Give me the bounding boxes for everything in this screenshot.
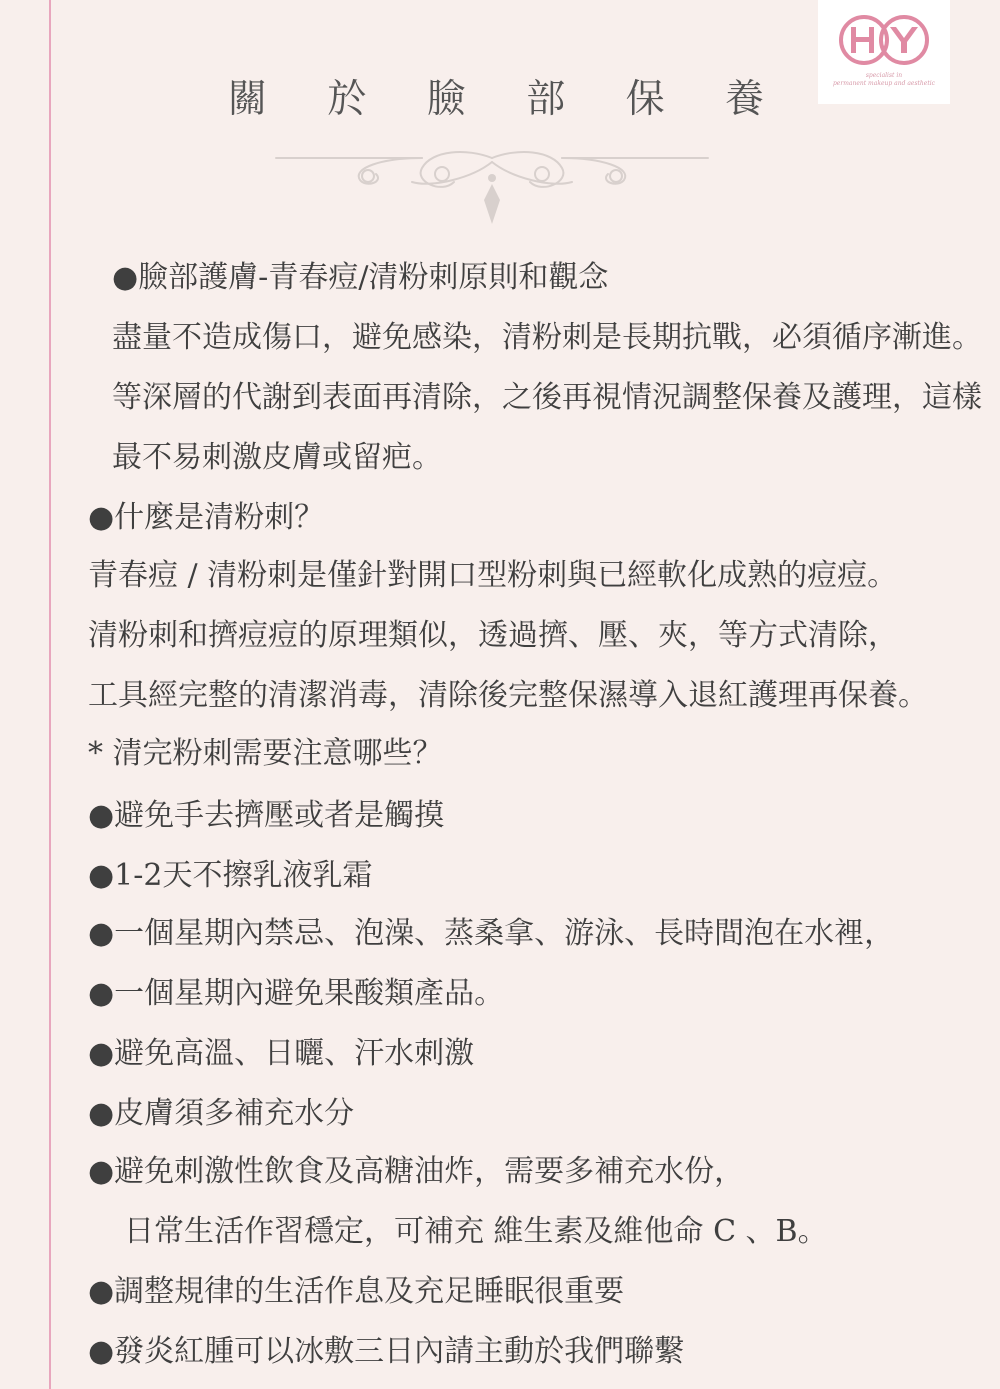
- page-title: 關 於 臉 部 保 養: [228, 77, 788, 122]
- list-item-continuation: 日常生活作習穩定，可補充 維生素及維他命 C 、B。: [124, 1214, 828, 1249]
- list-item: ●1-2天不擦乳液乳霜: [88, 858, 373, 893]
- flourish-divider-icon: [272, 138, 712, 228]
- heading-acne-principles: ●臉部護膚-青春痘/清粉刺原則和觀念: [112, 260, 609, 295]
- text-line: 最不易刺激皮膚或留疤。: [112, 440, 442, 475]
- hy-logo-icon: [818, 0, 950, 70]
- list-item: ●避免手去擠壓或者是觸摸: [88, 798, 445, 833]
- heading-aftercare: * 清完粉刺需要注意哪些？: [88, 736, 443, 771]
- text-line: 青春痘 / 清粉刺是僅針對開口型粉刺與已經軟化成熟的痘痘。: [88, 558, 898, 593]
- list-item: ●調整規律的生活作息及充足睡眠很重要: [88, 1274, 625, 1309]
- text-line: 工具經完整的清潔消毒，清除後完整保濕導入退紅護理再保養。: [88, 678, 928, 713]
- list-item: ●一個星期內避免果酸類產品。: [88, 976, 505, 1011]
- list-item: ●避免刺激性飲食及高糖油炸，需要多補充水份，: [88, 1154, 745, 1189]
- text-line: 等深層的代謝到表面再清除，之後再視情況調整保養及護理，這樣: [112, 380, 982, 415]
- logo-tagline-1: specialist in: [865, 72, 903, 79]
- list-item: ●發炎紅腫可以冰敷三日內請主動於我們聯繫: [88, 1334, 685, 1369]
- list-item: ●避免高溫、日曬、汗水刺激: [88, 1036, 475, 1071]
- text-line: 盡量不造成傷口，避免感染，清粉刺是長期抗戰，必須循序漸進。: [112, 320, 982, 355]
- heading-what-is-extraction: ●什麼是清粉刺？: [88, 500, 325, 535]
- list-item: ●皮膚須多補充水分: [88, 1096, 355, 1131]
- text-line: 清粉刺和擠痘痘的原理類似，透過擠、壓、夾，等方式清除，: [88, 618, 898, 653]
- list-item: ●一個星期內禁忌、泡澡、蒸桑拿、游泳、長時間泡在水裡，: [88, 916, 895, 951]
- logo-tagline-2: permanent makeup and aesthetic: [832, 80, 936, 87]
- left-margin-rule: [49, 0, 51, 1389]
